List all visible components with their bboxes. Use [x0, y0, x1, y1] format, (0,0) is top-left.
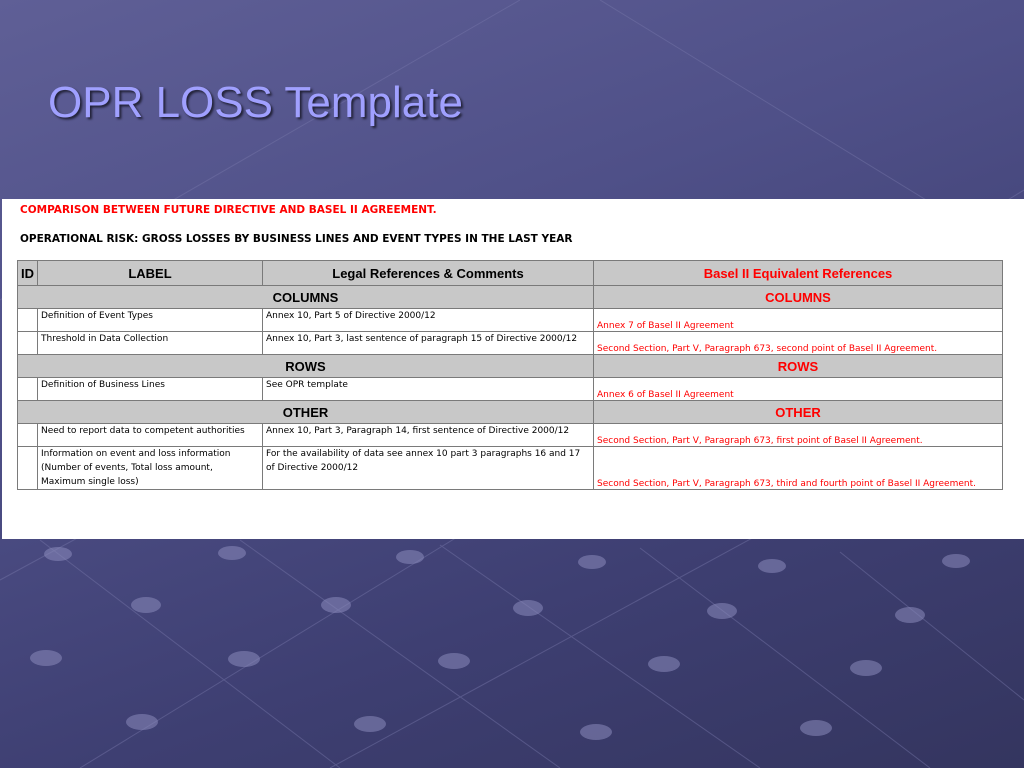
cell-id	[18, 447, 38, 490]
operational-risk-heading: OPERATIONAL RISK: GROSS LOSSES BY BUSINESS LINES AND EVENT TYPES IN THE LAST YEAR	[20, 233, 573, 245]
cell-label: Need to report data to competent authorities	[38, 424, 263, 447]
section-row-other	[18, 401, 1003, 424]
table-row	[18, 309, 1003, 332]
table-row	[18, 447, 1003, 490]
comparison-heading: COMPARISON BETWEEN FUTURE DIRECTIVE AND BASEL II AGREEMENT.	[20, 204, 437, 216]
cell-label: Definition of Business Lines	[38, 378, 263, 401]
cell-label: Information on event and loss information (Number of events, Total loss amount, Maximum single loss)	[38, 447, 263, 490]
cell-id	[18, 332, 38, 355]
cell-id	[18, 378, 38, 401]
cell-id	[18, 424, 38, 447]
table-row	[18, 424, 1003, 447]
cell-basel: Annex 6 of Basel II Agreement	[594, 378, 1003, 401]
section-basel-title: COLUMNS	[594, 286, 1003, 309]
cell-id	[18, 309, 38, 332]
cell-basel: Second Section, Part V, Paragraph 673, first point of Basel II Agreement.	[594, 424, 1003, 447]
cell-legal: Annex 10, Part 3, last sentence of paragraph 15 of Directive 2000/12	[263, 332, 594, 355]
header-label: LABEL	[38, 261, 263, 286]
cell-legal: See OPR template	[263, 378, 594, 401]
opr-loss-table	[17, 260, 1003, 490]
cell-basel: Second Section, Part V, Paragraph 673, second point of Basel II Agreement.	[594, 332, 1003, 355]
cell-label: Definition of Event Types	[38, 309, 263, 332]
section-title: OTHER	[18, 401, 594, 424]
section-basel-title: ROWS	[594, 355, 1003, 378]
table-row	[18, 332, 1003, 355]
slide-title: OPR LOSS Template	[48, 78, 463, 127]
cell-legal: Annex 10, Part 5 of Directive 2000/12	[263, 309, 594, 332]
header-id: ID	[18, 261, 38, 286]
section-basel-title: OTHER	[594, 401, 1003, 424]
section-title: COLUMNS	[18, 286, 594, 309]
cell-label: Threshold in Data Collection	[38, 332, 263, 355]
header-legal-references: Legal References & Comments	[263, 261, 594, 286]
spreadsheet-image	[2, 199, 1024, 539]
cell-legal: For the availability of data see annex 10 part 3 paragraphs 16 and 17 of Directive 2000/12	[263, 447, 594, 490]
section-row-rows	[18, 355, 1003, 378]
header-basel-references: Basel II Equivalent References	[594, 261, 1003, 286]
cell-basel: Annex 7 of Basel II Agreement	[594, 309, 1003, 332]
cell-basel: Second Section, Part V, Paragraph 673, third and fourth point of Basel II Agreement.	[594, 447, 1003, 490]
cell-legal: Annex 10, Part 3, Paragraph 14, first sentence of Directive 2000/12	[263, 424, 594, 447]
section-row-columns	[18, 286, 1003, 309]
table-row	[18, 378, 1003, 401]
section-title: ROWS	[18, 355, 594, 378]
table-header-row	[18, 261, 1003, 286]
